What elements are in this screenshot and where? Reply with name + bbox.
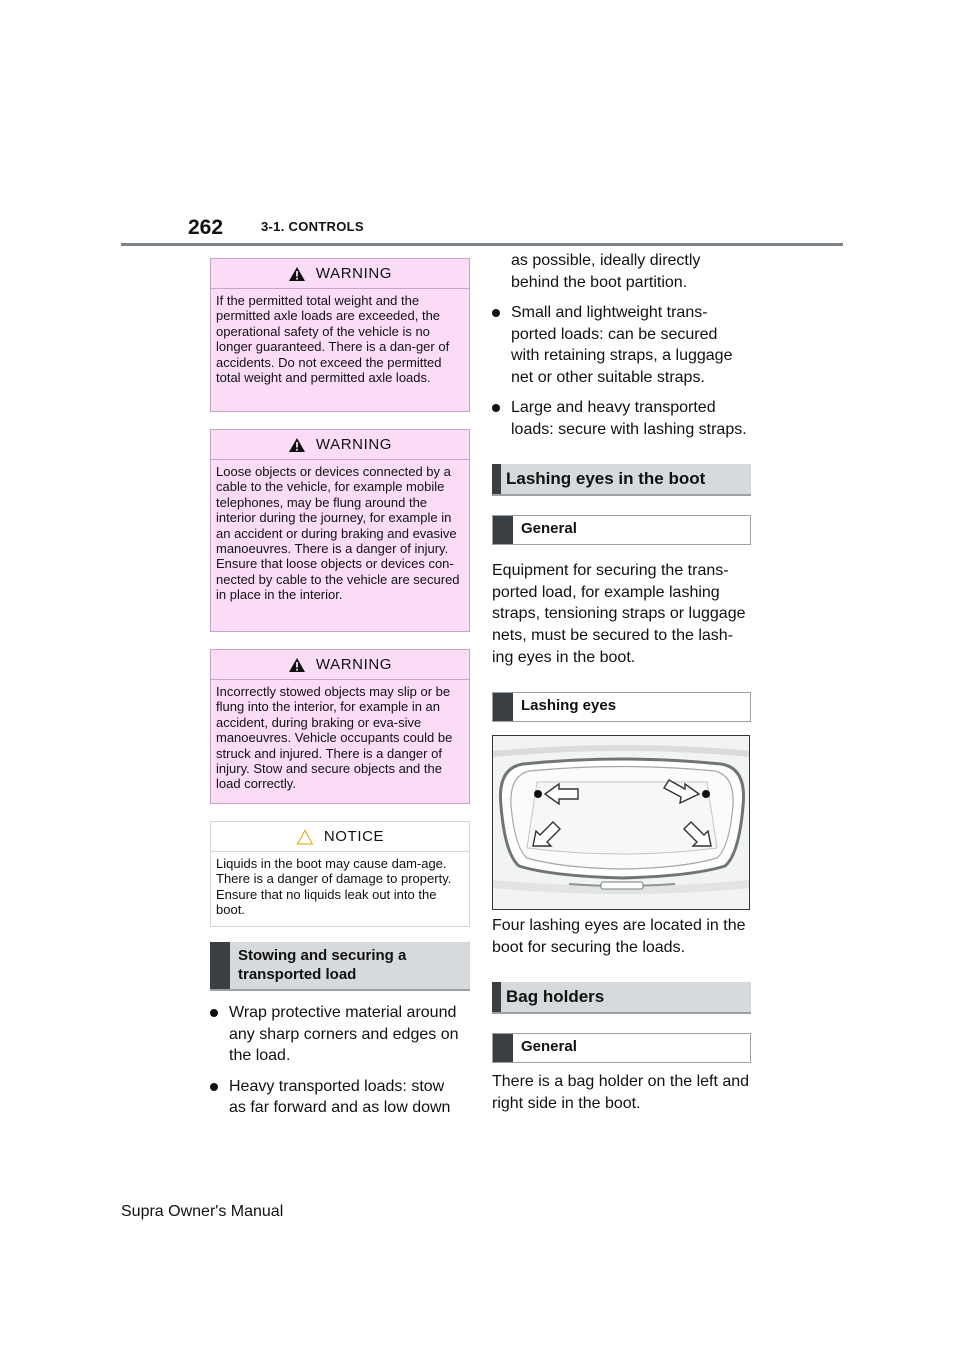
warning-triangle-icon [288,266,306,282]
list-item [492,397,752,440]
lashing-heading-text: Lashing eyes in the boot [506,469,706,489]
list-item [210,1002,470,1067]
header-rule [121,243,843,246]
list-item-text: Small and lightweight trans-ported loads: can be secured with retaining straps, a luggage net or other suitable straps. [511,304,733,386]
list-item [492,302,752,388]
figure-caption: Four lashing eyes are located in the boot for securing the loads. [492,917,746,956]
stowing-heading-text: Stowing and securing a transported load [238,947,407,983]
warning-text: If the permitted total weight and the permitted axle loads are exceeded, the operational safety of the vehicle is no longer guaranteed. There is a dan-ger of accidents. Do not exceed the permitted total weight and permitted axle loads. [216,293,450,386]
section-header: 3-1. CONTROLS [261,219,364,234]
bullet-icon [492,302,511,388]
lashing-heading [492,464,751,496]
list-item-text: Heavy transported loads: stow as far forward and as low down [229,1077,451,1116]
warning-box-title [211,430,469,460]
lashing-general-heading [492,515,751,545]
lashing-general-heading-text: General [521,520,577,538]
bullet-icon [210,1002,229,1067]
warning-title: WARNING [315,265,393,282]
lashing-general-text: Equipment for securing the trans-ported load, for example lashing straps, tensioning straps or luggage nets, must be secured to the lash-ing eyes in the boot. [492,562,746,666]
notice-box-title [211,822,469,852]
warning-triangle-icon [288,657,306,673]
list-item-text: Wrap protective material around any sharp corners and edges on the load. [229,1004,459,1064]
warning-box-weight [210,258,470,412]
left-column [210,258,470,1119]
lashing-eyes-figure [492,735,750,910]
warning-text: Incorrectly stowed objects may slip or be flung into the interior, for example in an accident, during braking or eva-sive manoeuvres. Vehicle occupants could be struck and injured. There is a danger of injury. Stow and secure objects and the load correctly. [216,684,453,792]
bullet-icon [210,1076,229,1119]
lashing-eyes-heading-text: Lashing eyes [521,697,617,715]
notice-triangle-icon [296,829,314,845]
stowing-list [210,1002,470,1119]
page-number: 262 [188,216,224,239]
bag-holders-general-heading-text: General [521,1038,577,1056]
bag-holders-heading-text: Bag holders [506,987,605,1007]
lashing-eyes-heading [492,692,751,722]
bullet-icon [492,397,511,440]
warning-title: WARNING [315,656,393,673]
notice-title: NOTICE [323,828,385,845]
warning-box-stowed-objects [210,649,470,804]
warning-text: Loose objects or devices connected by a cable to the vehicle, for example mobile telephones, may be flung around the interior during the journey, for example in an accident or during braking and evasive manoeuvres. There is a danger of injury. Ensure that loose objects or devices con-nected by cable to the vehicle are secured in place in the interior. [216,464,460,603]
warning-box-loose-objects [210,429,470,632]
notice-text: Liquids in the boot may cause dam-age. There is a danger of damage to property. Ensure that no liquids leak out into the boot. [216,856,452,918]
stowing-continuation: as possible, ideally directly behind the boot partition. [511,252,701,291]
bag-holders-general-heading [492,1033,751,1063]
list-item-text: Large and heavy transported loads: secure with lashing straps. [511,399,747,438]
bag-holders-heading [492,982,751,1014]
bag-holders-text: There is a bag holder on the left and right side in the boot. [492,1073,750,1112]
warning-title: WARNING [315,436,393,453]
warning-box-title [211,259,469,289]
list-item [210,1076,470,1119]
warning-triangle-icon [288,437,306,453]
stowing-heading [210,942,470,991]
footer-text: Supra Owner's Manual [121,1203,284,1220]
warning-box-title [211,650,469,680]
right-column [492,250,752,1115]
boot-illustration [493,736,750,910]
notice-box-liquids [210,821,470,927]
